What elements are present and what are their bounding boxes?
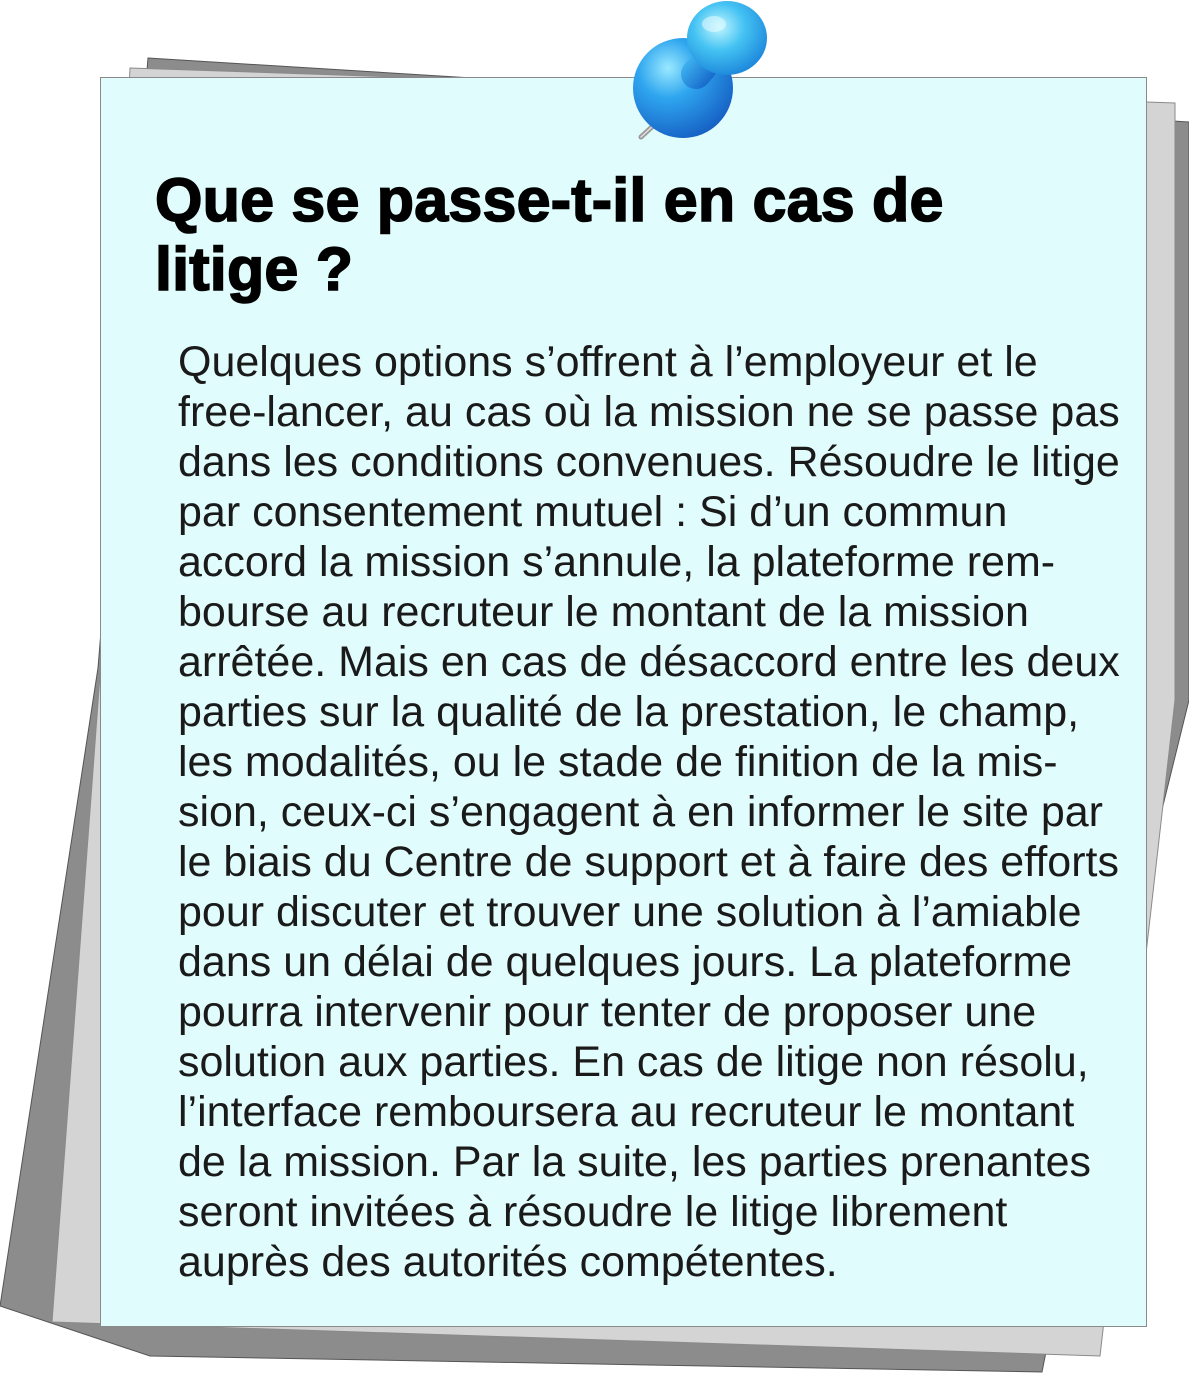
body-line: par consentement mutuel : Si d’un commun [178, 488, 1008, 536]
body-line: pour discuter et trouver une solution à l’amiable [178, 888, 1082, 936]
body-line: arrêtée. Mais en cas de désaccord entre les deux [178, 638, 1120, 686]
body-line: bourse au recruteur le montant de la mission [178, 588, 1029, 636]
body-line: l’interface remboursera au recruteur le montant [178, 1088, 1075, 1136]
body-line: solution aux parties. En cas de litige non résolu, [178, 1038, 1089, 1086]
pushpin-icon [600, 0, 780, 150]
body-line: de la mission. Par la suite, les parties prenantes [178, 1138, 1092, 1186]
body-line: les modalités, ou le stade de finition de la mis- [178, 738, 1058, 786]
body-line: accord la mission s’annule, la plateforme rem- [178, 538, 1056, 586]
body-line: le biais du Centre de support et à faire des efforts [178, 838, 1119, 886]
body-line: parties sur la qualité de la prestation, le champ, [178, 688, 1080, 736]
note-body [178, 337, 1138, 1287]
body-line: auprès des autorités compétentes. [178, 1238, 838, 1286]
body-line: dans un délai de quelques jours. La plateforme [178, 938, 1073, 986]
note-title [155, 166, 1115, 304]
body-line: dans les conditions convenues. Résoudre le litige [178, 438, 1120, 486]
body-line: pourra intervenir pour tenter de proposer une [178, 988, 1037, 1036]
body-line: free-lancer, au cas où la mission ne se passe pas [178, 388, 1120, 436]
body-line: sion, ceux-ci s’engagent à en informer le site par [178, 788, 1103, 836]
body-line: Quelques options s’offrent à l’employeur et le [178, 338, 1038, 386]
title-line: litige ? [155, 235, 354, 303]
title-line: Que se passe-t-il en cas de [155, 166, 944, 234]
body-line: seront invitées à résoudre le litige librement [178, 1188, 1008, 1236]
